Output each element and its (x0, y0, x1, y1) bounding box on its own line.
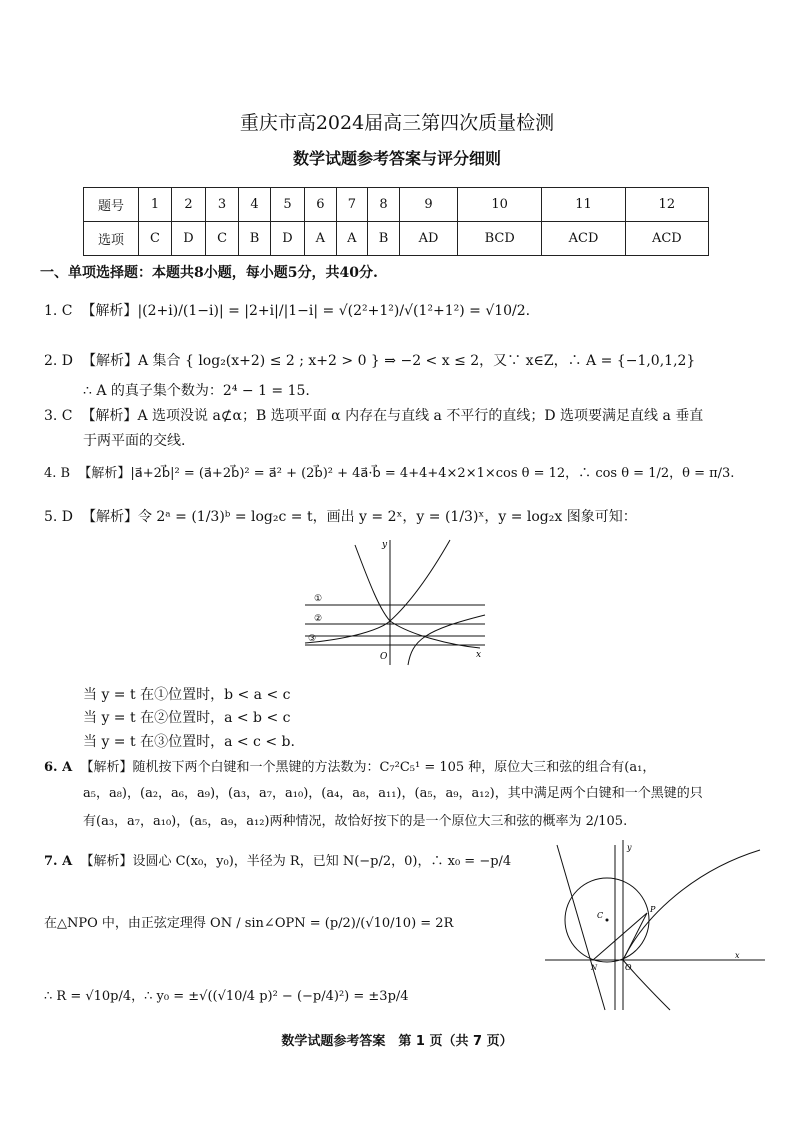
question-number: 6 (305, 188, 337, 222)
answer-choice: D (270, 222, 304, 256)
q5-case-3: 当 y = t 在③位置时，a < c < b. (83, 734, 295, 750)
q5-case-1: 当 y = t 在①位置时，b < a < c (83, 687, 291, 703)
q2: 2. D 【解析】A 集合 { log₂(x+2) ≤ 2 ; x+2 > 0 } ⇒ −2 < x ≤ 2，又∵ x∈Z，∴ A = {−1,0,1,2} (44, 353, 696, 369)
question-number: 3 (206, 188, 239, 222)
answer-choice: D (171, 222, 205, 256)
question-number: 12 (625, 188, 708, 222)
q3-line2: 于两平面的交线. (83, 433, 186, 449)
row-label: 题号 (84, 188, 139, 222)
document-title: 重庆市高2024届高三第四次质量检测 (239, 112, 555, 134)
answer-choice: AD (400, 222, 458, 256)
answer-choice: ACD (542, 222, 625, 256)
q4: 4. B 【解析】|a⃗+2b⃗|² = (a⃗+2b⃗)² = a⃗² + (2b⃗)² + 4a⃗·b⃗ = 4+4+4×2×1×cos θ = 12，∴ cos θ = 1/2，θ = π/3. (44, 466, 735, 481)
question-number: 5 (270, 188, 304, 222)
page-footer: 数学试题参考答案 第 1 页（共 7 页） (281, 1034, 513, 1049)
answer-choice: A (305, 222, 337, 256)
answer-choice: B (239, 222, 271, 256)
q7-graph (545, 840, 770, 1015)
origin-label: O (380, 652, 388, 662)
origin-label: O (625, 963, 632, 972)
question-number: 10 (458, 188, 542, 222)
y-axis-label: y (382, 540, 388, 550)
question-number: 4 (239, 188, 271, 222)
line-label-3: ③ (308, 634, 317, 644)
point-p-label: P (650, 905, 656, 914)
question-number: 7 (336, 188, 368, 222)
question-number: 11 (542, 188, 625, 222)
answer-choice: B (368, 222, 400, 256)
q5: 5. D 【解析】令 2ᵃ = (1/3)ᵇ = log₂c = t，画出 y = 2ˣ，y = (1/3)ˣ，y = log₂x 图象可知： (44, 509, 637, 525)
y-axis-label: y (627, 843, 632, 852)
point-n-label: N (591, 964, 598, 972)
answer-choice: C (206, 222, 239, 256)
answer-choice: C (139, 222, 172, 256)
answer-table (83, 187, 709, 256)
question-number: 2 (171, 188, 205, 222)
q7: 7. A 【解析】设圆心 C(x₀，y₀)，半径为 R，已知 N(−p/2，0)，∴ x₀ = −p/4 (44, 854, 512, 869)
x-axis-label: x (735, 951, 740, 960)
q5-case-2: 当 y = t 在②位置时，a < b < c (83, 710, 291, 726)
question-number: 1 (139, 188, 172, 222)
line-label-1: ① (314, 594, 323, 604)
center-label: C (597, 911, 604, 920)
answer-choice: ACD (625, 222, 708, 256)
question-number: 9 (400, 188, 458, 222)
q1: 1. C 【解析】|(2+i)/(1−i)| = |2+i|/|1−i| = √(2²+1²)/√(1²+1²) = √10/2. (44, 303, 531, 319)
q5-graph (300, 535, 490, 670)
x-axis-label: x (476, 650, 482, 660)
answer-choice: BCD (458, 222, 542, 256)
q6-line2: a₅，a₈)，(a₂，a₆，a₉)，(a₃，a₇，a₁₀)，(a₄，a₈，a₁₁)，(a₅，a₉，a₁₂)，其中满足两个白键和一个黑键的只 (83, 786, 703, 801)
document-subtitle: 数学试题参考答案与评分细则 (292, 149, 501, 168)
q6-line3: 有(a₃，a₇，a₁₀)，(a₅，a₉，a₁₂)两种情况，故恰好按下的是一个原位大三和弦的概率为 2/105. (83, 814, 628, 829)
section-heading: 一、单项选择题：本题共8小题，每小题5分，共40分. (40, 265, 378, 281)
q2-line2: ∴ A 的真子集个数为：2⁴ − 1 = 15. (83, 383, 310, 399)
line-label-2: ② (314, 614, 323, 624)
answer-choice: A (336, 222, 368, 256)
q6: 6. A 【解析】随机按下两个白键和一个黑键的方法数为：C₇²C₅¹ = 105 种，原位大三和弦的组合有(a₁， (44, 760, 656, 775)
row-label: 选项 (84, 222, 139, 256)
question-number: 8 (368, 188, 400, 222)
q3: 3. C 【解析】A 选项没说 a⊄α；B 选项平面 α 内存在与直线 a 不平行的直线；D 选项要满足直线 a 垂直 (44, 408, 704, 424)
q7-line3: ∴ R = √10p/4，∴ y₀ = ±√((√10/4 p)² − (−p/4)²) = ±3p/4 (44, 989, 409, 1004)
q7-line2: 在△NPO 中，由正弦定理得 ON / sin∠OPN = (p/2)/(√10/10) = 2R (44, 916, 454, 931)
